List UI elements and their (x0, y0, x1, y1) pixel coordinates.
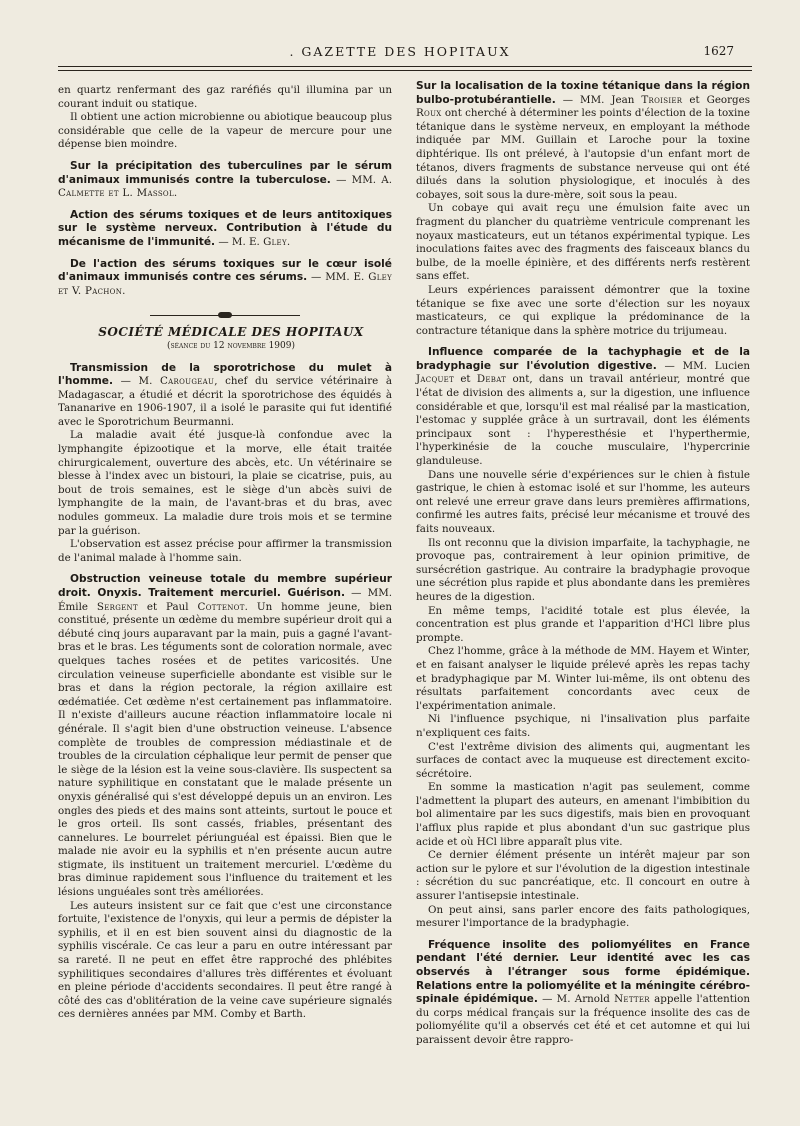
paragraph: Ni l'influence psychique, ni l'insalivation plus parfaite n'expliquent ces faits. (416, 713, 750, 739)
paragraph: Un cobaye qui avait reçu une émulsion faite avec un fragment du plancher du quatrième ventricule comprenant les noyaux masticateurs, eut un tétanos expérimental typique. Les inoculations faites avec des fragments des faisceaux blancs du bulbe, de la moelle épinière, et des différents nerfs restèrent sans effet. (416, 202, 750, 283)
paragraph: En même temps, l'acidité totale est plus élevée, la concentration est plus grande et l'apparition d'HCl libre plus prompte. (416, 604, 750, 644)
paragraph: En somme la mastication n'agit pas seulement, comme l'admettent la plupart des auteurs, en amenant l'imbibition du bol alimentaire par les sucs digestifs, mais bien en provoquant l'afflux plus rapide et plus abondant d'un suc gastrique plus acide et où HCl libre apparaît plus vite. (416, 781, 750, 848)
paragraph: La maladie avait été jusque-là confondue avec la lymphangite épizootique et la morve, elle était traitée chirurgicalement, ouverture des abcès, etc. Un vétérinaire se blesse à l'index avec un bistouri, la plaie se cicatrise, puis, au bout de trois semaines, est le siège d'un abcès suivi de lymphangite de la main, de l'avant-bras et du bras, avec nodules gommeux. La maladie dure trois mois et se termine par la guérison. (58, 429, 392, 537)
article-entry: Action des sérums toxiques et de leurs antitoxiques sur le système nerveux. Contribution à l'étude du mécanisme de l'immunité. — M. E. Gley. (58, 208, 392, 248)
author-name: Debat (476, 373, 507, 386)
author-names: Gley. (263, 235, 291, 248)
society-heading: SOCIÉTÉ MÉDICALE DES HOPITAUX (98, 325, 364, 340)
author-name: Carougeau (160, 375, 215, 388)
paragraph: C'est l'extrême division des aliments qui, augmentant les surfaces de contact avec la muqueuse est directement excito-sécrétoire. (416, 740, 750, 780)
author-name: Cottenot (197, 600, 245, 613)
author-name: Sergent (96, 600, 138, 613)
article-entry: Sur la précipitation des tuberculines par le sérum d'animaux immunisés contre la tuberculose. — MM. A. Calmette et L. Massol. (58, 159, 392, 200)
article-entry: De l'action des sérums toxiques sur le cœur isolé d'animaux immunisés contre ces sérums. — MM. E. Gley et V. Pachon. (58, 257, 392, 297)
running-title: . GAZETTE DES HOPITAUX (289, 44, 511, 59)
paragraph: Ils ont reconnu que la division imparfaite, la tachyphagie, ne provoque pas, contrairement à leur opinion primitive, de sursécrétion gastrique. Au contraire la bradyphagie provoque une sécrétion plus rapide et plus abondante dans les premières heures de la digestion. (416, 536, 750, 603)
paragraph: Leurs expériences paraissent démontrer que la toxine tétanique se fixe avec une sorte d'élection sur les noyaux masticateurs, ce qui explique la prédominance de la contracture tétanique dans la sphère motrice du trijumeau. (416, 283, 750, 337)
right-column (416, 80, 750, 1048)
article-entry: Obstruction veineuse totale du membre supérieur droit. Onyxis. Traitement mercuriel. Guérison. — MM. Émile Sergent et Paul Cottenot. Un homme jeune, bien constitué, présente un œdème du membre supérieur droit qui a débuté cinq jours auparavant par la main, puis a gagné l'avant-bras et le bras. Les téguments sont de coloration normale, avec quelques taches rosées et de petites varicosités. Une circulation veineuse superficielle abondante est visible sur le bras et dans la région pectorale, la région axillaire est œdématiée. Cet œdème n'est certainement pas inflammatoire. Il n'existe d'ailleurs aucune réaction inflammatoire locale ni générale. Il s'agit bien d'une obstruction veineuse. L'absence complète de troubles de compression médiastinale et de troubles de la circulation céphalique leur permit de penser que le siège de la lésion est la veine sous-clavière. Ils suspectent sa nature syphilitique en constatant que le malade présente un onyxis généralisé qui s'est développé depuis un an environ. Les ongles des pieds et des mains sont atteints, surtout le pouce et le gros orteil. Ils sont cassés, friables, présentant des cannelures. Le bourrelet périunguéal est épaissi. Bien que le malade nie avoir eu la syphilis et n'en présente aucun autre stigmate, ils instituent un traitement mercuriel. L'œdème du bras diminue rapidement sous l'influence du traitement et les lésions unguéales sont très améliorées. (58, 573, 393, 899)
article-title: Sur la localisation de la toxine tétanique dans la région bulbo-protubérantielle. (416, 80, 750, 106)
paragraph: Chez l'homme, grâce à la méthode de MM. Hayem et Winter, et en faisant analyser le liquide prélevé après les repas tachy et bradyphagique par M. Winter lui-même, ils ont obtenu des résultats parfaitement concordants avec ceux de l'expérimentation animale. (416, 645, 750, 712)
paragraph: Ce dernier élément présente un intérêt majeur par son action sur le pylore et sur l'évolution de la digestion intestinale : sécrétion du suc pancréatique, etc. Il concourt en outre à assurer l'antisepsie intestinale. (416, 849, 750, 903)
paragraph: en quartz renfermant des gaz raréfiés qu'il illumina par un courant induit ou statique. (58, 84, 392, 110)
article-title: Sur la précipitation des tuberculines par le sérum d'animaux immunisés contre la tuberculose. (58, 159, 392, 186)
header-rule-thin (58, 70, 752, 71)
article-title: Influence comparée de la tachyphagie et de la bradyphagie sur l'évolution digestive. (416, 346, 750, 372)
author-name: Jacquet (416, 373, 455, 386)
author-name: Roux (416, 107, 442, 120)
article-title: Action des sérums toxiques et de leurs antitoxiques sur le système nerveux. Contribution à l'étude du mécanisme de l'immunité. (58, 208, 392, 248)
article-title: Fréquence insolite des poliomyélites en France pendant l'été dernier. Leur identité avec les cas observés à l'étranger sous forme épidémique. Relations entre la poliomyélite et la méningite cérébro-spinale épidémique. (416, 938, 750, 1006)
paragraph: L'observation est assez précise pour affirmer la transmission de l'animal malade à l'homme sain. (58, 538, 392, 564)
paragraph: On peut ainsi, sans parler encore des faits pathologiques, mesurer l'importance de la bradyphagie. (416, 903, 750, 930)
article-entry: Sur la localisation de la toxine tétanique dans la région bulbo-protubérantielle. — MM. Jean Troisier et Georges Roux ont cherché à déterminer les points d'élection de la toxine tétanique dans le système nerveux, en employant la méthode indiquée par MM. Guillain et Laroche pour la toxine diphtérique. Ils ont prélevé, à l'autopsie d'un enfant mort de tétanos, divers fragments de substance nerveuse qui ont été dilués dans la solution physiologique, et inoculés à des cobayes, soit sous la dure-mère, soit sous la peau. (416, 80, 751, 201)
author-name: Netter (614, 993, 650, 1006)
author-names: Gley et V. Pachon. (58, 271, 392, 297)
article-entry: Influence comparée de la tachyphagie et de la bradyphagie sur l'évolution digestive. — MM. Lucien Jacquet et Debat ont, dans un travail antérieur, montré que l'état de division des aliments a, sur la digestion, une influence considérable et que, lorsqu'il est mal réalisé par la mastication, l'estomac y supplée grâce à un surtravail, dont les éléments principaux sont : l'hyperesthésie et l'hyperthermie, l'hyperkinésie de la couche musculaire, l'hypercrinie glanduleuse. (416, 346, 750, 468)
article-entry: Fréquence insolite des poliomyélites en France pendant l'été dernier. Leur identité avec les cas observés à l'étranger sous forme épidémique. Relations entre la poliomyélite et la méningite cérébro-spinale épidémique. — M. Arnold Netter appelle l'attention du corps médical français sur la fréquence insolite des cas de poliomyélite qu'il a observés cet été et cet automne et qui lui paraissent devoir être rappro- (416, 938, 751, 1046)
left-column (58, 84, 392, 1022)
article-title: Transmission de la sporotrichose du mulet à l'homme. (58, 361, 392, 388)
session-date: (séance du 12 novembre 1909) (167, 340, 295, 351)
article-entry: Transmission de la sporotrichose du mulet à l'homme. — M. Carougeau, chef du service vétérinaire à Madagascar, a étudié et décrit la sporotrichose des équidés à Tananarive en 1906-1907, il a isolé le parasite qui fut identifié avec le Sporotrichum Beurmanni. (58, 361, 393, 428)
author-name: Troisier (641, 93, 683, 106)
article-title: Obstruction veineuse totale du membre supérieur droit. Onyxis. Traitement mercuriel. Guérison. (58, 573, 392, 599)
paragraph: Il obtient une action microbienne ou abiotique beaucoup plus considérable que celle de la vapeur de mercure pour une dépense bien moindre. (58, 111, 392, 151)
section-divider (150, 312, 300, 318)
paragraph: Les auteurs insistent sur ce fait que c'est une circonstance fortuite, l'existence de l'onyxis, qui leur a permis de dépister la syphilis, et il en est bien souvent ainsi du diagnostic de la syphilis viscérale. Ce cas leur a paru en outre intéressant par sa rareté. Il ne peut en effet être rapproché des phlébites syphilitiques secondaires d'allures très différentes et évoluant en pleine période d'accidents secondaires. Il peut être rangé à côté des cas d'oblitération de la veine cave supérieure signalés ces dernières années par MM. Comby et Barth. (58, 899, 392, 1021)
article-title: De l'action des sérums toxiques sur le cœur isolé d'animaux immunisés contre ces sérums. (58, 257, 392, 284)
header-rule (58, 66, 752, 67)
author-names: Calmette et L. Massol. (58, 187, 178, 200)
paragraph: Dans une nouvelle série d'expériences sur le chien à fistule gastrique, le chien à estomac isolé et sur l'homme, les auteurs ont relevé une erreur grave dans leurs premières affirmations, confirmé les autres faits, précisé leur mécanisme et trouvé des faits nouveaux. (416, 468, 750, 535)
page-number: 1627 (703, 44, 734, 58)
